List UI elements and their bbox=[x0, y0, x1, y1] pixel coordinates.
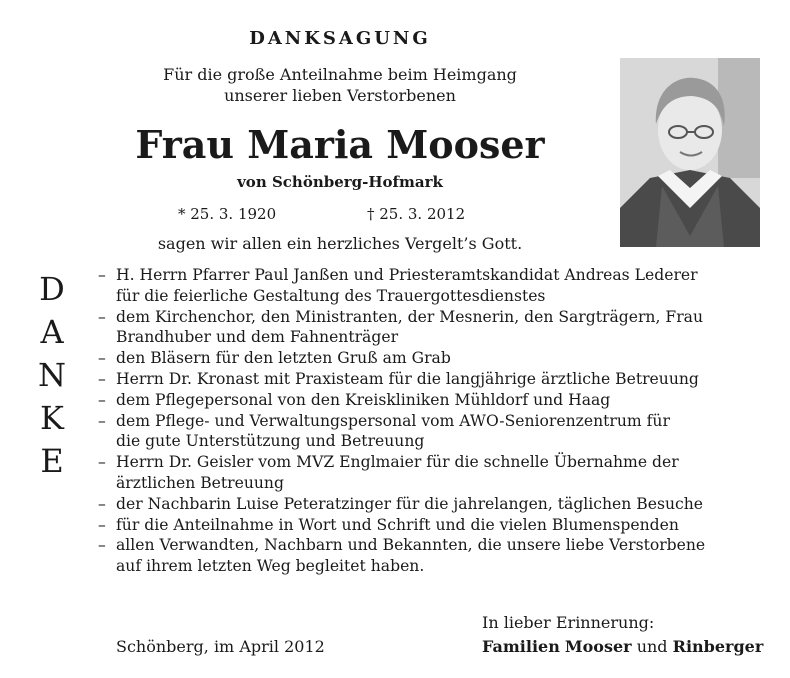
place-date: Schönberg, im April 2012 bbox=[116, 637, 325, 656]
list-dash: – bbox=[98, 307, 106, 326]
list-item bbox=[98, 535, 768, 577]
list-line: Herrn Dr. Kronast mit Praxisteam für die langjährige ärztliche Betreuung bbox=[116, 369, 699, 388]
list-line: ärztlichen Betreuung bbox=[116, 473, 284, 492]
list-dash: – bbox=[98, 494, 106, 513]
death-date: † 25. 3. 2012 bbox=[367, 205, 466, 223]
deceased-origin: von Schönberg-Hofmark bbox=[237, 173, 443, 191]
danke-letter: D bbox=[39, 270, 65, 308]
thanks-line: sagen wir allen ein herzliches Vergelt’s Gott. bbox=[157, 234, 523, 253]
family-joiner: und bbox=[636, 637, 668, 656]
list-line: H. Herrn Pfarrer Paul Janßen und Priesteramtskandidat Andreas Lederer bbox=[116, 266, 698, 284]
list-item bbox=[98, 265, 768, 307]
acknowledgement-list bbox=[98, 265, 768, 577]
list-line: den Bläsern für den letzten Gruß am Grab bbox=[116, 349, 451, 368]
list-item bbox=[98, 494, 768, 515]
list-dash: – bbox=[98, 515, 106, 534]
list-dash: – bbox=[98, 536, 106, 555]
deceased-name: Frau Maria Mooser bbox=[135, 122, 545, 167]
family-signature bbox=[482, 637, 763, 656]
list-item bbox=[98, 390, 768, 411]
danke-letter: K bbox=[40, 399, 64, 437]
list-line: dem Pflege- und Verwaltungspersonal vom AWO-Seniorenzentrum für bbox=[116, 411, 670, 430]
list-item bbox=[98, 369, 768, 390]
list-dash: – bbox=[98, 369, 106, 388]
list-item bbox=[98, 411, 768, 453]
list-line: die gute Unterstützung und Betreuung bbox=[116, 432, 425, 451]
intro-line-1: Für die große Anteilnahme beim Heimgang bbox=[163, 65, 517, 84]
danke-letter: E bbox=[40, 442, 64, 480]
list-line: für die Anteilnahme in Wort und Schrift und die vielen Blumenspenden bbox=[116, 515, 679, 534]
list-item bbox=[98, 348, 768, 369]
danke-letter: A bbox=[40, 313, 64, 351]
intro-line-2: unserer lieben Verstorbenen bbox=[224, 86, 456, 105]
list-line: dem Kirchenchor, den Ministranten, der Mesnerin, den Sargträgern, Frau bbox=[116, 307, 703, 326]
list-dash: – bbox=[98, 266, 106, 284]
intro-text bbox=[0, 64, 680, 106]
list-dash: – bbox=[98, 349, 106, 368]
list-dash: – bbox=[98, 390, 106, 409]
list-line: Brandhuber und dem Fahnenträger bbox=[116, 328, 399, 347]
family-name-2: Rinberger bbox=[672, 637, 764, 656]
family-name-1: Mooser bbox=[564, 637, 632, 656]
list-item bbox=[98, 307, 768, 349]
list-item bbox=[98, 515, 768, 536]
list-line: dem Pflegepersonal von den Kreiskliniken Mühldorf und Haag bbox=[116, 390, 611, 409]
notice-heading: DANKSAGUNG bbox=[249, 28, 431, 49]
closing-phrase: In lieber Erinnerung: bbox=[482, 613, 655, 632]
family-prefix: Familien bbox=[482, 637, 560, 656]
list-line: auf ihrem letzten Weg begleitet haben. bbox=[116, 557, 425, 576]
danke-letter: N bbox=[38, 356, 66, 394]
portrait-photo bbox=[620, 58, 760, 247]
list-line: allen Verwandten, Nachbarn und Bekannten, die unsere liebe Verstorbene bbox=[116, 536, 706, 555]
portrait-image bbox=[620, 58, 760, 247]
list-dash: – bbox=[98, 411, 106, 430]
danke-vertical bbox=[30, 268, 74, 483]
list-line: Herrn Dr. Geisler vom MVZ Englmaier für die schnelle Übernahme der bbox=[116, 453, 679, 472]
list-dash: – bbox=[98, 453, 106, 472]
list-line: für die feierliche Gestaltung des Trauergottesdienstes bbox=[116, 286, 546, 305]
birth-date: * 25. 3. 1920 bbox=[178, 205, 277, 223]
list-line: der Nachbarin Luise Peteratzinger für die jahrelangen, täglichen Besuche bbox=[116, 494, 704, 513]
list-item bbox=[98, 452, 768, 494]
